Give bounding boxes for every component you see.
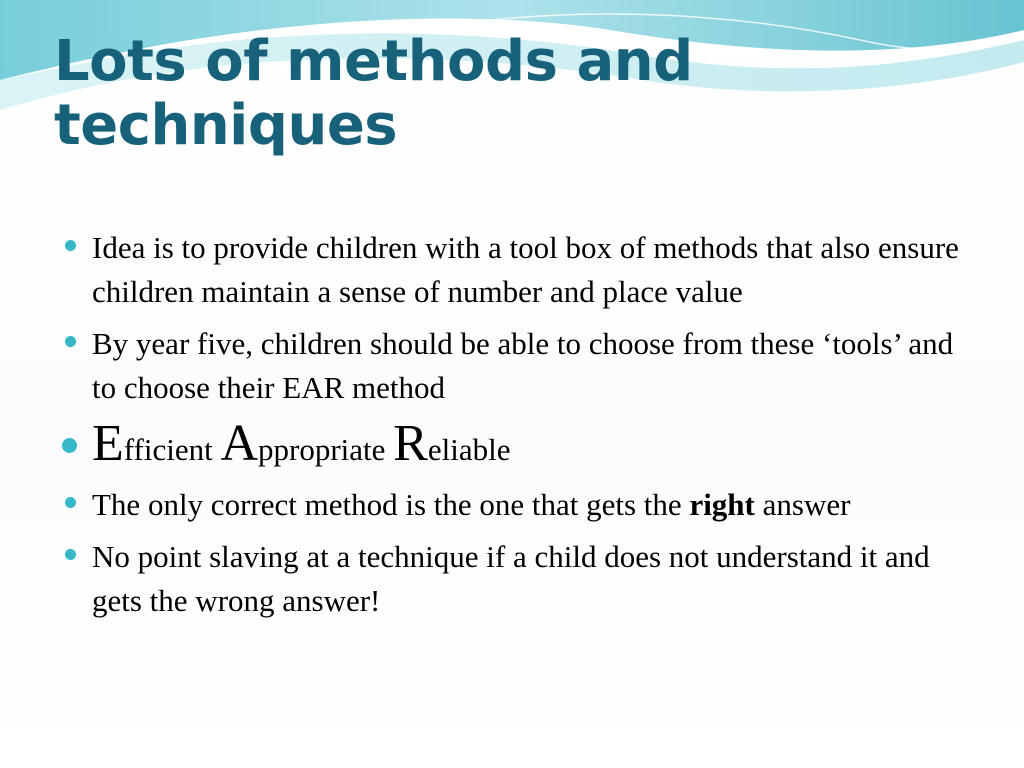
ear-e-letter: E <box>92 415 124 472</box>
slide-title: Lots of methods and techniques <box>54 29 693 158</box>
ear-a-letter: A <box>220 415 259 472</box>
ear-r-letter: R <box>393 415 428 472</box>
bullet-list <box>62 226 962 631</box>
bullet-dot-icon <box>65 549 76 560</box>
bullet-dot-icon <box>65 497 76 508</box>
bullet-item-tool-box <box>62 226 962 314</box>
bullet-text: Idea is to provide children with a tool box of methods that also ensure children maintain a sense of number and place value <box>92 230 959 309</box>
bullet-emphasis: right <box>689 487 755 522</box>
bullet-text: The only correct method is the one that gets the <box>92 487 690 522</box>
bullet-text: No point slaving at a technique if a child does not understand it and gets the wrong answer! <box>92 539 930 618</box>
ear-a-rest: ppropriate <box>258 432 394 467</box>
bullet-item-no-point <box>62 535 962 623</box>
bullet-item-ear <box>62 415 962 477</box>
bullet-dot-icon <box>62 438 77 453</box>
bullet-item-year-five <box>62 322 962 410</box>
bullet-item-right-answer <box>62 483 962 527</box>
bullet-text-end: answer <box>754 487 851 522</box>
ear-r-rest: eliable <box>427 432 511 467</box>
ear-e-rest: fficient <box>123 432 221 467</box>
bullet-text: By year five, children should be able to choose from these ‘tools’ and to choose their EAR method <box>92 326 954 405</box>
bullet-dot-icon <box>65 336 76 347</box>
bullet-dot-icon <box>65 240 76 251</box>
